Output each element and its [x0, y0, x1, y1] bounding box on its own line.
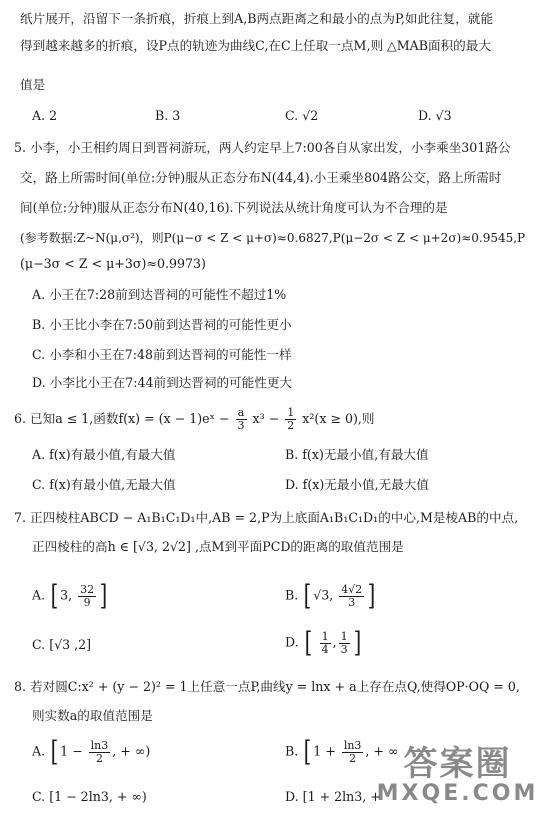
q4-text-line-2: 得到越来越多的折痕，设P点的轨迹为曲线C,在C上任取一点M,则 △MAB面积的最大: [20, 38, 491, 53]
q8-option-b: B. [ 1 + $\frac{\ln 3}{2}$ , + ∞: [285, 735, 399, 768]
q6-fraction-1-over-2: $\frac{1}{2}$: [287, 406, 295, 432]
q8-text-line-2: 则实数a的取值范围是: [32, 708, 153, 723]
q6-option-d: D. f(x)无最小值,无最大值: [285, 477, 429, 492]
q7-option-c: C. [√3 ,2]: [32, 637, 92, 652]
q8-option-d: D. [1 + 2ln3, +: [285, 789, 381, 804]
q4-option-b: B. 3: [155, 108, 181, 123]
q8-option-c: C. [1 − 2ln3, + ∞): [32, 789, 147, 804]
watermark-logo-text: 答案圈: [403, 744, 512, 784]
q5-option-d: D. 小李比小王在7:44前到达晋祠的可能性更大: [32, 375, 293, 390]
q7-option-d-fraction-2: $\frac{1}{3}$: [340, 629, 348, 656]
q5-text-line-5: (μ−3σ < Z < μ+3σ)≈0.9973): [20, 256, 206, 271]
q5-text-line-1: 5. 小李，小王相约周日到晋祠游玩，两人约定早上7:00各自从家出发，小李乘坐301路公: [14, 140, 511, 155]
watermark-logo-url: MXQE.COM: [376, 781, 539, 806]
q7-line2-prefix: 正四棱柱的高h ∈: [32, 539, 129, 554]
q8-option-b-fraction: $\frac{\ln 3}{2}$: [343, 738, 362, 765]
q5-text-line-4: (参考数据:Z~N(μ,σ²)，则P(μ−σ < Z < μ+σ)≈0.6827,P(μ−2σ < Z < μ+2σ)≈0.9545,P: [20, 231, 526, 245]
q5-option-c: C. 小李和小王在7:48前到达晋祠的可能性一样: [32, 347, 292, 362]
q7-text-line-1: 7. 正四棱柱ABCD − A₁B₁C₁D₁中,AB = 2,P为上底面A₁B₁C₁D₁的中心,M是棱AB的中点,: [14, 510, 519, 525]
q7-height-interval: [√3, 2√2]: [133, 539, 191, 554]
q7-option-d: D. [ $\frac{1}{4}$ , $\frac{1}{3}$ ]: [285, 626, 361, 659]
q6-stem-suffix: x²(x ≥ 0),则: [302, 411, 375, 426]
q5-option-b: B. 小王比小李在7:50前到达晋祠的可能性更小: [32, 317, 292, 332]
q4-option-a: A. 2: [32, 108, 58, 123]
q7-text-line-2: [32, 538, 404, 556]
q5-text-line-3: 间(单位:分钟)服从正态分布N(40,16).下列说法从统计角度可认为不合理的是: [20, 200, 448, 215]
q8-option-a: A. [ 1 − $\frac{\ln 3}{2}$ , + ∞): [32, 735, 151, 768]
q7-option-b-fraction: $\frac{4√2}{3}$: [341, 582, 363, 609]
q4-text-line-1: 纸片展开，沿留下一条折痕，折痕上到A,B两点距离之和最小的点为P,如此往复，就能: [20, 11, 494, 26]
q6-fraction-a-over-3: $\frac{a}{3}$: [237, 406, 245, 432]
q7-option-a-fraction: $\frac{32}{9}$: [80, 582, 95, 609]
q7-option-a: A. [ 3, $\frac{32}{9}$ ]: [32, 579, 108, 612]
watermark-logo: [375, 746, 540, 808]
q7-option-d-fraction-1: $\frac{1}{4}$: [321, 629, 329, 656]
q6-stem-prefix: 6. 已知a ≤ 1,函数f(x) = (x − 1)eˣ −: [14, 411, 230, 426]
q6-stem: [14, 407, 375, 432]
q8-option-a-fraction: $\frac{\ln 3}{2}$: [90, 738, 109, 765]
q6-option-a: A. f(x)有最小值,有最大值: [32, 447, 176, 462]
q4-text-line-3: 值是: [20, 77, 46, 92]
q6-option-c: C. f(x)有最小值,无最大值: [32, 477, 176, 492]
q6-option-b: B. f(x)无最小值,有最大值: [285, 447, 429, 462]
q5-option-a: A. 小王在7:28前到达晋祠的可能性不超过1%: [32, 287, 287, 302]
q8-text-line-1: 8. 若对圆C:x² + (y − 2)² = 1上任意一点P,曲线y = lnx + a上存在点Q,使得OP·OQ = 0,: [14, 679, 520, 694]
q6-stem-mid: x³ −: [252, 411, 280, 426]
q4-option-d: D. √3: [418, 108, 452, 123]
q7-line2-suffix: ,点M到平面PCD的距离的取值范围是: [194, 539, 404, 554]
q5-text-line-2: 交，路上所需时间(单位:分钟)服从正态分布N(44,4).小王乘坐804路公交，路上所需时: [20, 170, 502, 185]
q4-option-c: C. √2: [285, 108, 319, 123]
q7-option-b: B. [ √3, $\frac{4√2}{3}$ ]: [285, 579, 376, 612]
